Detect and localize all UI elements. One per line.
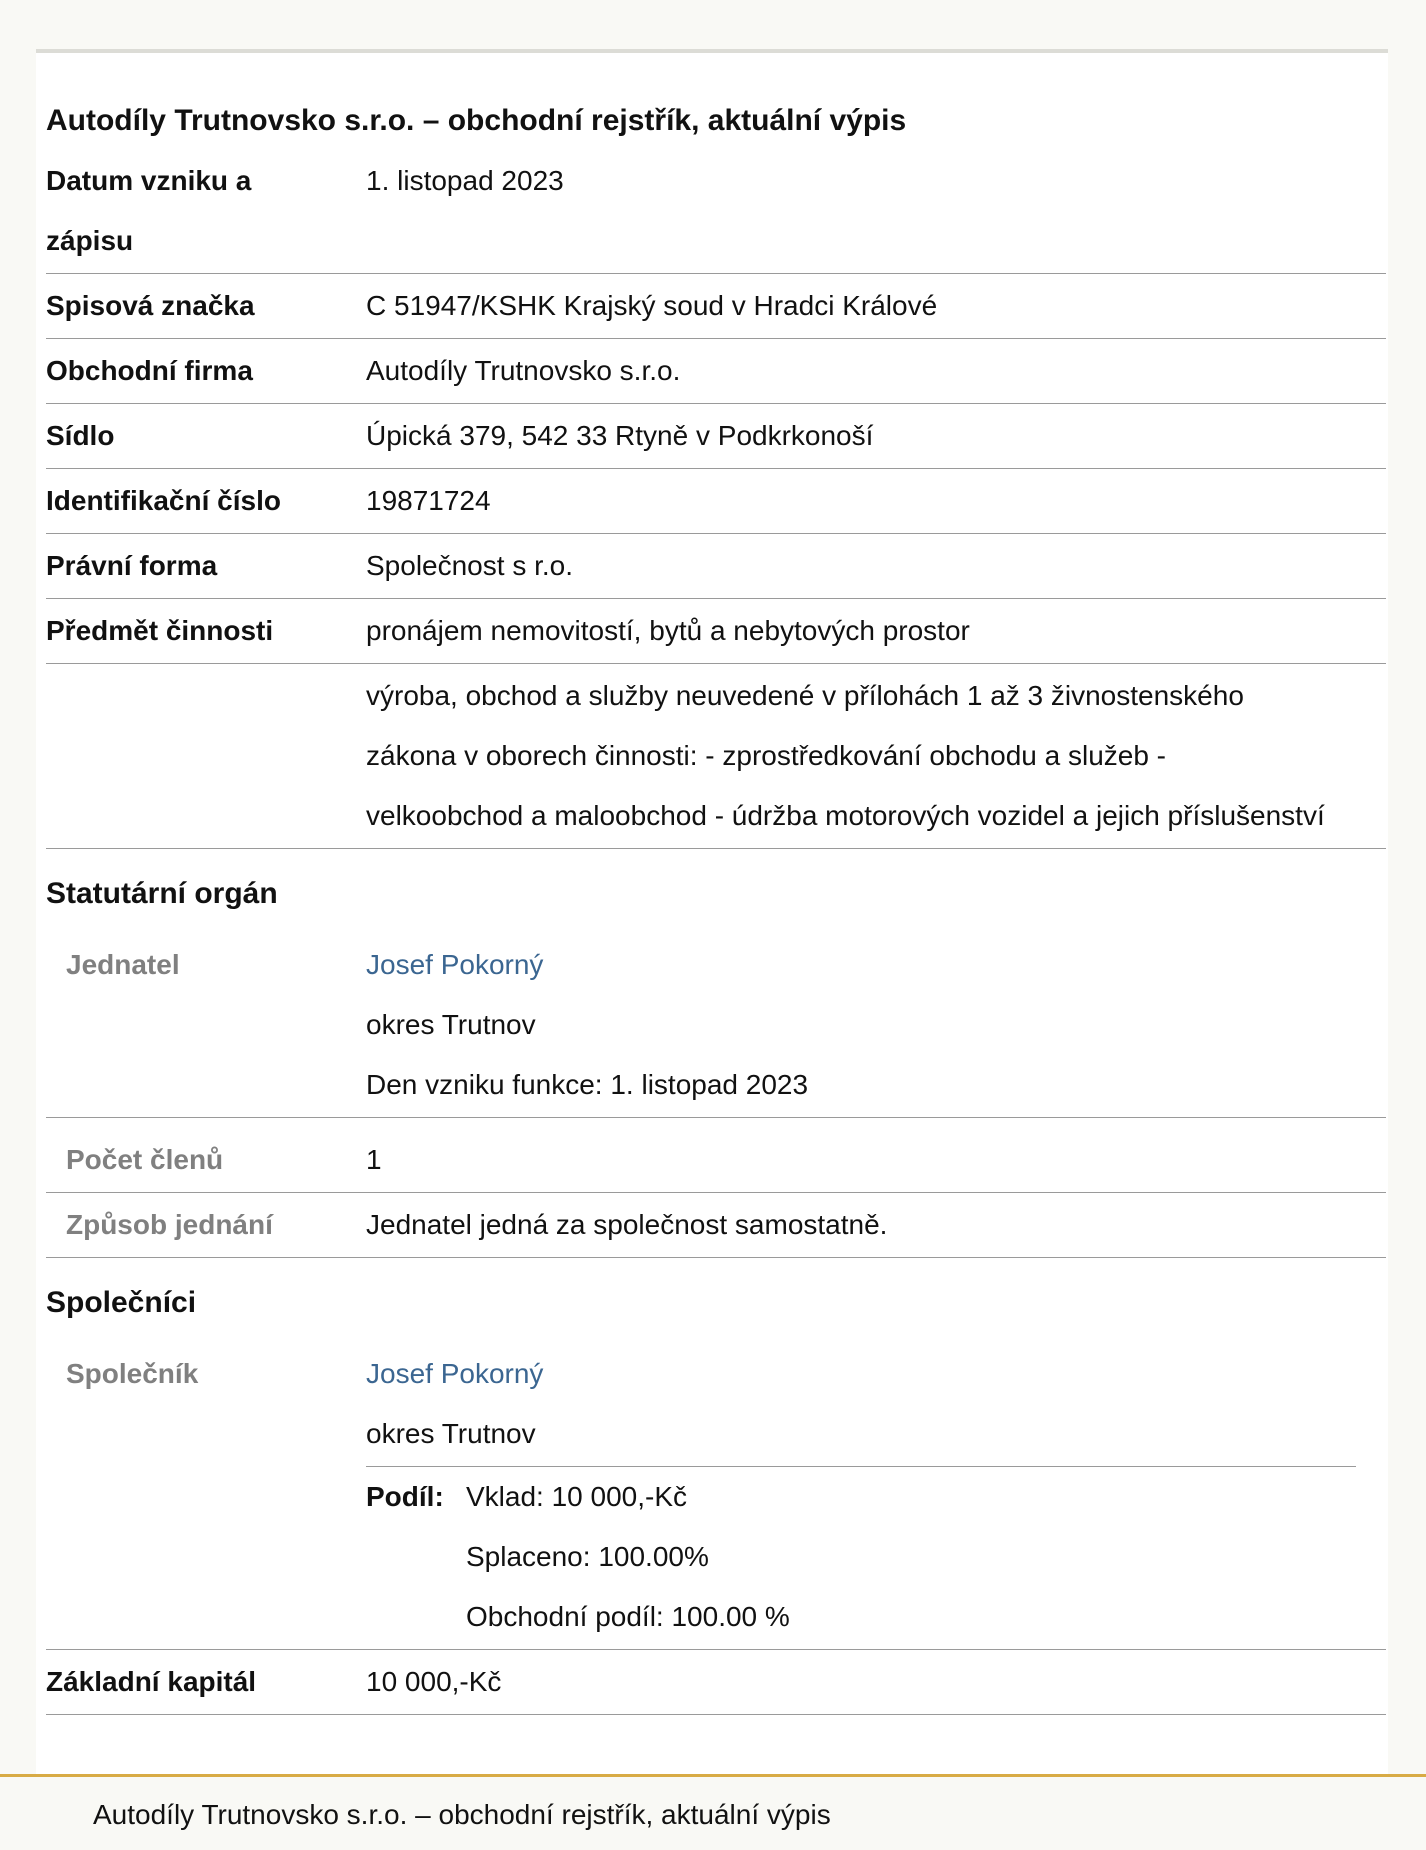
row-jednatel: [46, 933, 1386, 1118]
share-values: [466, 1467, 1356, 1647]
row-pocet-clenu: [46, 1118, 1386, 1193]
row-spisova-znacka: [46, 274, 1386, 339]
row-value: 19871724: [366, 485, 491, 516]
row-value: pronájem nemovitostí, bytů a nebytových prostor: [366, 615, 970, 646]
share-obchodni-podil: Obchodní podíl: 100.00 %: [466, 1601, 790, 1632]
row-label: Základní kapitál: [46, 1666, 257, 1697]
section-spolecnici: Společníci: [46, 1286, 197, 1319]
row-sidlo: [46, 404, 1386, 469]
footer-title: Autodíly Trutnovsko s.r.o. – obchodní rejstřík, aktuální výpis: [93, 1799, 831, 1830]
row-label: Společník: [66, 1358, 199, 1389]
row-zakladni-kapital: [46, 1650, 1386, 1715]
footer-divider: [0, 1774, 1426, 1777]
row-identifikacni-cislo: [46, 469, 1386, 534]
function-since: Den vzniku funkce: 1. listopad 2023: [366, 1069, 809, 1100]
row-zpusob-jednani: [46, 1193, 1386, 1258]
person-link[interactable]: Josef Pokorný: [366, 949, 544, 980]
share-block: [366, 1466, 1356, 1647]
row-value: [366, 1344, 1386, 1647]
row-label: Spisová značka: [46, 290, 255, 321]
extract-body: [46, 93, 1386, 1715]
row-predmet-cinnosti: [46, 599, 1386, 664]
row-pravni-forma: [46, 534, 1386, 599]
row-label: Počet členů: [66, 1144, 224, 1175]
share-label: Podíl:: [366, 1481, 444, 1512]
row-label-empty: [46, 666, 366, 846]
row-value: 10 000,-Kč: [366, 1666, 502, 1697]
person-link[interactable]: Josef Pokorný: [366, 1358, 544, 1389]
person-district: okres Trutnov: [366, 1009, 536, 1040]
row-label: Sídlo: [46, 420, 115, 451]
row-spolecnik: [46, 1342, 1386, 1650]
row-value: Úpická 379, 542 33 Rtyně v Podkrkonoší: [366, 420, 874, 451]
row-value: Společnost s r.o.: [366, 550, 574, 581]
row-value: Autodíly Trutnovsko s.r.o.: [366, 355, 681, 386]
row-label: Obchodní firma: [46, 355, 253, 386]
page-title: Autodíly Trutnovsko s.r.o. – obchodní rejstřík, aktuální výpis: [46, 104, 907, 137]
row-label: Způsob jednání: [66, 1209, 273, 1240]
section-statutarni-organ: Statutární orgán: [46, 877, 278, 910]
row-obchodni-firma: [46, 339, 1386, 404]
row-value: Jednatel jedná za společnost samostatně.: [366, 1209, 888, 1240]
row-datum-vzniku: [46, 149, 1386, 274]
row-value: C 51947/KSHK Krajský soud v Hradci Králové: [366, 290, 938, 321]
row-value: 1: [366, 1144, 382, 1175]
share-vklad: Vklad: 10 000,-Kč: [466, 1481, 688, 1512]
row-label: Právní forma: [46, 550, 218, 581]
row-value: [366, 935, 1386, 1115]
row-label: Jednatel: [66, 949, 180, 980]
row-value: 1. listopad 2023: [366, 165, 564, 196]
person-district: okres Trutnov: [366, 1418, 536, 1449]
row-value: výroba, obchod a služby neuvedené v přílohách 1 až 3 živnostenského zákona v oborech činnosti: - zprostředkování obchodu a služeb - velkoobchod a maloobchod - údržba motorových vozidel a jejich příslušenství: [366, 680, 1325, 831]
share-splaceno: Splaceno: 100.00%: [466, 1541, 709, 1572]
register-extract: [36, 53, 1388, 1777]
row-label: Identifikační číslo: [46, 485, 281, 516]
row-label: Datum vzniku a zápisu: [46, 165, 252, 256]
row-label: Předmět činnosti: [46, 615, 274, 646]
row-predmet-cinnosti-2: [46, 664, 1386, 849]
